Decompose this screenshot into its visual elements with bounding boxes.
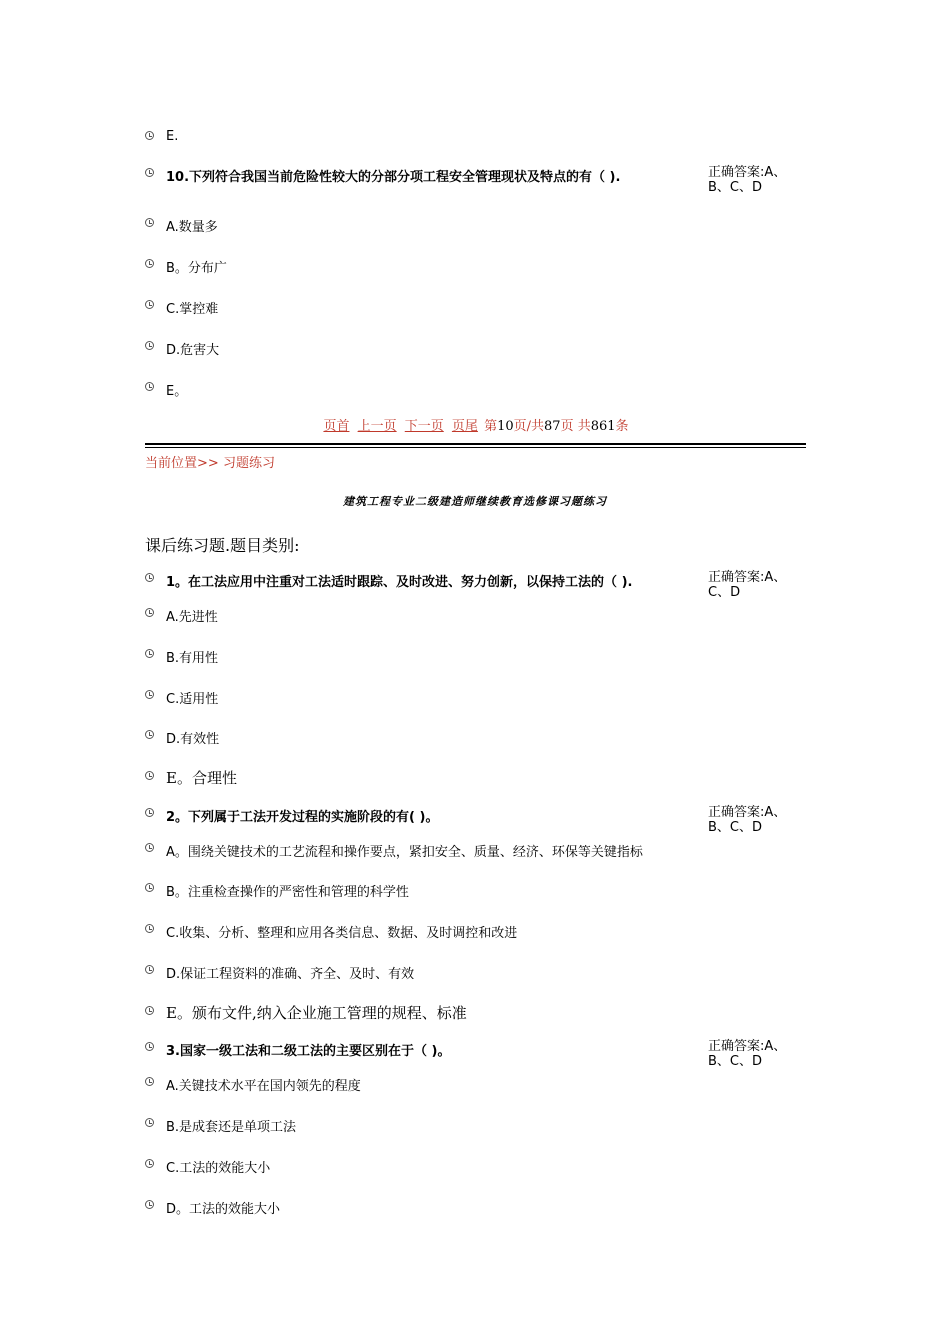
correct-answer: 正确答案:A、B、C、D bbox=[708, 1039, 787, 1069]
question-text: 2。下列属于工法开发过程的实施阶段的有( )。 bbox=[166, 810, 439, 825]
radio-icon[interactable] bbox=[145, 608, 154, 617]
radio-icon[interactable] bbox=[145, 573, 154, 582]
radio-icon[interactable] bbox=[145, 300, 154, 309]
radio-icon[interactable] bbox=[145, 808, 154, 817]
radio-icon[interactable] bbox=[145, 1077, 154, 1086]
document-page: E. 10.下列符合我国当前危险性较大的分部分项工程安全管理现状及特点的有（ ). 正确答案:A、B、C、D A.数量多 B。分布广 C.掌控难 D.危害大 E。 页首 上一页 下一页 页尾 第10页/共87页 共861条 当前位置>> 习题练习 建筑工程专业二级建造师继续教育选修课习题练习 课后练习题.题目类别: 1。在工法应用中注重对工法适时跟踪、及时改进、努力创新，以保持工法的（ ). 正确答案:A、C、D A.先进性 B.有用性 C.适用性 D.有效性 E。合理性 2。下列属于工法开发过程的实施阶段的有( )。 正确答案:A、B、C、D A。围绕关键技术的工艺流程和操作要点，紧扣安全、质量、经济、环保等关键指标 B。注重检查操作的严密性和管理的科学性 C.收集、分析、整理和应用各类信息、数据、及时调控和改进 D.保证工程资料的准确、齐全、及时、有效 E。颁布文件,纳入企业施工管理的规程、标准 3.国家一级工法和二级工法的主要区别在于（ )。 正确答案:A、B、C、D A.关键技术水平在国内领先的程度 B.是成套还是单项工法 C.工法的效能大小 D。工法的效能大小 bbox=[0, 0, 950, 1344]
correct-answer: 正确答案:A、B、C、D bbox=[708, 805, 787, 835]
next-page-link[interactable]: 下一页 bbox=[404, 419, 444, 434]
radio-icon[interactable] bbox=[145, 259, 154, 268]
radio-icon[interactable] bbox=[145, 965, 154, 974]
radio-icon[interactable] bbox=[145, 1159, 154, 1168]
radio-icon[interactable] bbox=[145, 690, 154, 699]
document-title: 建筑工程专业二级建造师继续教育选修课习题练习 bbox=[343, 495, 607, 508]
page-status-mid2: 页 共 bbox=[560, 419, 591, 434]
question-text: 3.国家一级工法和二级工法的主要区别在于（ )。 bbox=[166, 1044, 451, 1059]
radio-icon[interactable] bbox=[145, 843, 154, 852]
page-status-mid: 页/共 bbox=[513, 419, 545, 434]
correct-answer: 正确答案:A、B、C、D bbox=[708, 165, 787, 195]
divider bbox=[145, 443, 806, 445]
radio-icon[interactable] bbox=[145, 1042, 154, 1051]
radio-icon[interactable] bbox=[145, 131, 154, 140]
radio-icon[interactable] bbox=[145, 341, 154, 350]
page-status-suffix: 条 bbox=[615, 419, 629, 434]
breadcrumb-label: 当前位置>> bbox=[145, 456, 219, 471]
divider bbox=[145, 447, 806, 448]
radio-icon[interactable] bbox=[145, 218, 154, 227]
radio-icon[interactable] bbox=[145, 883, 154, 892]
radio-icon[interactable] bbox=[145, 771, 154, 780]
prev-page-link[interactable]: 上一页 bbox=[357, 419, 397, 434]
radio-icon[interactable] bbox=[145, 1006, 154, 1015]
breadcrumb bbox=[145, 452, 275, 471]
pagination bbox=[0, 415, 950, 434]
radio-icon[interactable] bbox=[145, 382, 154, 391]
breadcrumb-link[interactable]: 习题练习 bbox=[222, 456, 275, 471]
radio-icon[interactable] bbox=[145, 924, 154, 933]
last-page-link[interactable]: 页尾 bbox=[451, 419, 478, 434]
question-text: 10.下列符合我国当前危险性较大的分部分项工程安全管理现状及特点的有（ ). bbox=[166, 170, 621, 185]
radio-icon[interactable] bbox=[145, 1200, 154, 1209]
total-items: 861 bbox=[590, 419, 616, 434]
radio-icon[interactable] bbox=[145, 649, 154, 658]
radio-icon[interactable] bbox=[145, 730, 154, 739]
first-page-link[interactable]: 页首 bbox=[323, 419, 350, 434]
page-status-prefix: 第 bbox=[484, 419, 498, 434]
total-pages: 87 bbox=[544, 419, 561, 434]
radio-icon[interactable] bbox=[145, 168, 154, 177]
correct-answer: 正确答案:A、C、D bbox=[708, 570, 787, 600]
question-text: 1。在工法应用中注重对工法适时跟踪、及时改进、努力创新，以保持工法的（ ). bbox=[166, 575, 633, 590]
current-page: 10 bbox=[497, 419, 514, 434]
section-heading: 课后练习题.题目类别: bbox=[145, 536, 300, 555]
radio-icon[interactable] bbox=[145, 1118, 154, 1127]
